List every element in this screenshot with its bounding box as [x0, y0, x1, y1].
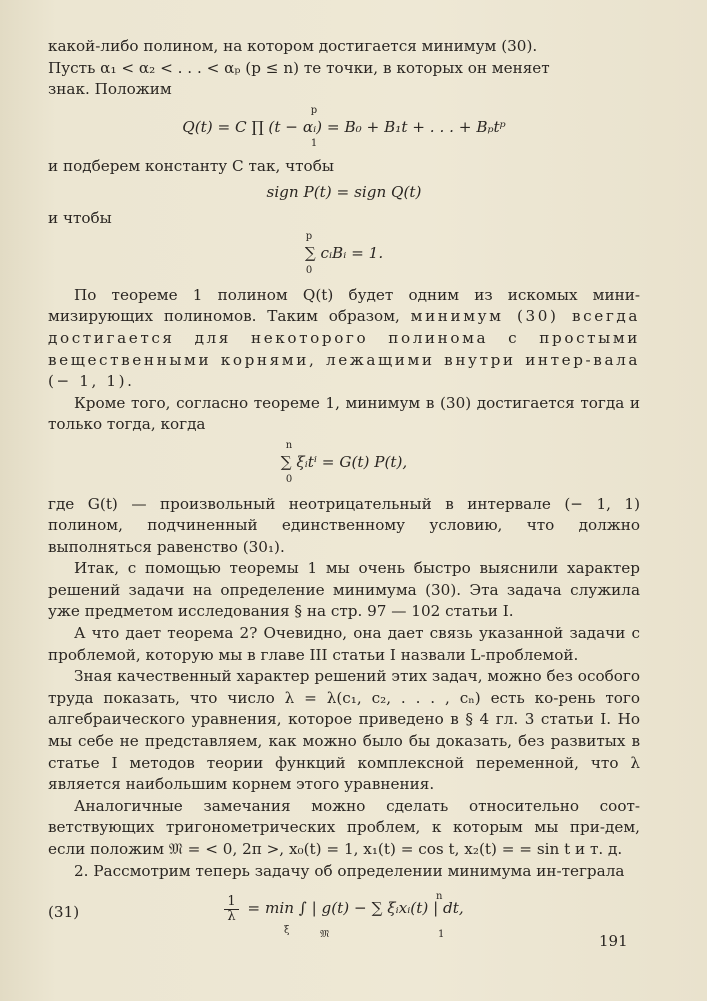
paragraph: Аналогичные замечания можно сделать относительно соот-ветствующих тригонометрических проблем, к которым мы при-дем, если положим 𝔐 = < 0, 2π >, x₀(t) = 1, x₁(t) = cos t, x₂(t) = = sin t и т. д. — [48, 796, 640, 858]
equation-number: (31) — [48, 903, 80, 922]
spaced-emphasis: минимум (30) всегда достигается для некоторого полинома с простыми вещественными корнями, лежащими внутри интер-вала (− 1, 1). — [48, 307, 640, 391]
sum-upper-limit: p — [305, 231, 313, 243]
product-lower-limit: 1 — [310, 138, 318, 150]
equation-31-body: = min ∫ | g(t) − ∑ ξᵢxᵢ(t) | dt, — [247, 899, 464, 918]
sum-lower-limit: 0 — [305, 264, 313, 276]
sum-lower-limit: 0 — [285, 473, 293, 485]
paragraph: 2. Рассмотрим теперь задачу об определении минимума ин-теграла — [74, 861, 625, 880]
text-line: какой-либо полином, на котором достигается минимум (30). — [48, 37, 538, 55]
fraction-denominator: λ — [227, 908, 236, 924]
equation-q-body: Q(t) = C ∏ (t − αᵢ) = B₀ + B₁t + . . . + Bₚtᵖ — [182, 117, 506, 136]
sum-upper-limit: n — [436, 891, 443, 903]
page-number: 191 — [599, 932, 628, 950]
equation-g — [48, 440, 640, 486]
fraction-numerator: 1 — [224, 895, 238, 910]
equation-sum — [48, 231, 640, 277]
text-line: Пусть α₁ < α₂ < . . . < αₚ (p ≤ n) те точки, в которых он меняет — [48, 58, 550, 77]
paragraph-text: мизирующих полиномов. Таким образом, — [48, 307, 400, 326]
text-line: и подберем константу C так, чтобы — [48, 157, 334, 176]
paragraph-text: По теореме 1 полином Q(t) будет одним из искомых мини- — [74, 285, 640, 304]
equation-sum-body: ∑ cᵢBᵢ = 1. — [304, 244, 384, 263]
paragraph: Итак, с помощью теоремы 1 мы очень быстро выяснили характер решений задачи на определение минимума (30). Эта задача служила уже предметом исследования § на стр. 97 — 102 статьи I. — [48, 559, 640, 621]
text-line: и чтобы — [48, 208, 112, 227]
fraction — [224, 895, 238, 924]
sum-upper-limit: n — [285, 439, 293, 451]
paragraph: где G(t) — произвольный неотрицательный в интервале (− 1, 1) полином, подчиненный единственному условию, что должно выполняться равенство (30₁). — [48, 494, 640, 556]
paragraph: Зная качественный характер решений этих задач, можно без особого труда показать, что число λ = λ(c₁, c₂, . . . , cₙ) есть ко-рень того алгебраического уравнения, которое приведено в § 4 гл. 3 статьи I. Но мы себе не представляем, как можно было бы доказать, без развитых в статье I методов теории функций комплексной переменной, что λ является наибольшим корнем этого уравнения. — [48, 667, 640, 794]
product-upper-limit: p — [310, 104, 318, 116]
equation-q — [48, 105, 640, 151]
paragraph: А что дает теорема 2? Очевидно, она дает связь указанной задачи с проблемой, которую мы в главе III статьи I назвали L-проблемой. — [48, 624, 640, 664]
equation-sign: sign P(t) = sign Q(t) — [266, 182, 422, 201]
text-line: знак. Положим — [48, 80, 172, 99]
paragraph — [48, 285, 640, 393]
paragraph: Кроме того, согласно теореме 1, минимум в (30) достигается тогда и только тогда, когда — [48, 393, 640, 434]
integral-subscript: 𝔐 — [320, 929, 330, 941]
equation-g-body: ∑ ξᵢtⁱ = G(t) P(t), — [280, 452, 408, 471]
sum-lower-limit: 1 — [438, 929, 445, 941]
min-subscript: ξ — [284, 925, 290, 937]
